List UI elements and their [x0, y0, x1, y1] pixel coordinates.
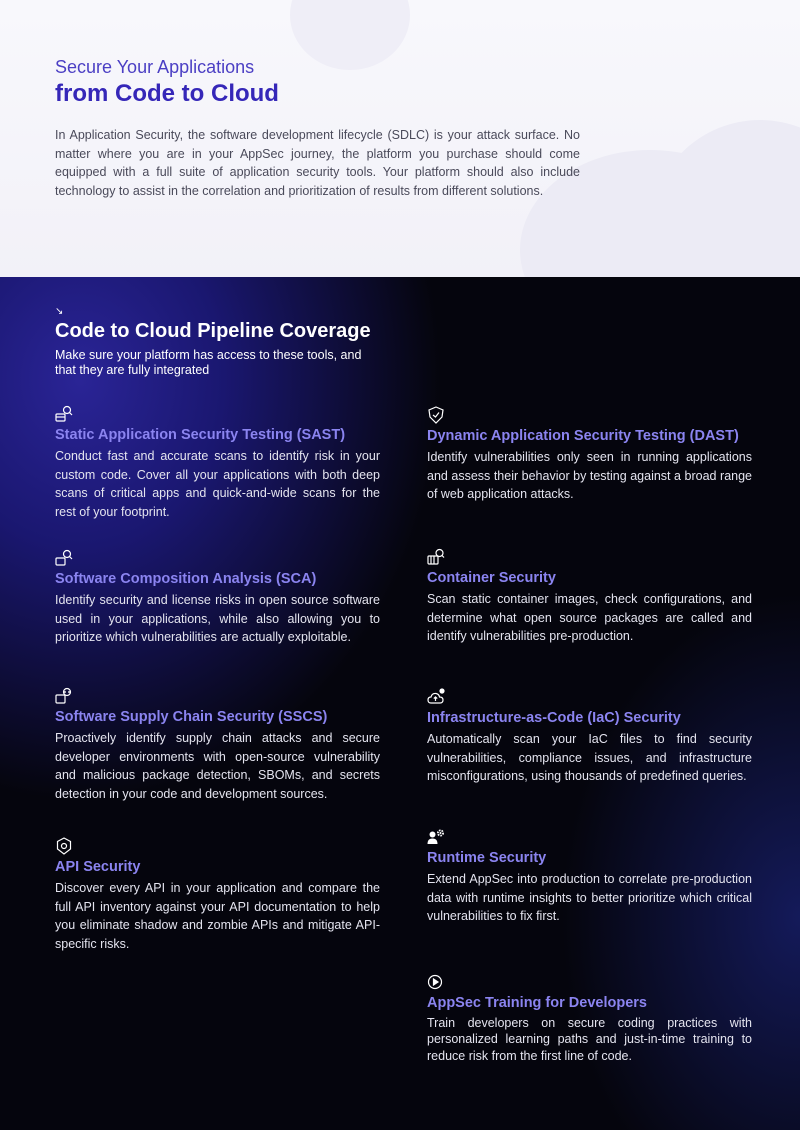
search-icon — [55, 549, 73, 567]
feature-title: API Security — [55, 859, 141, 875]
section-title: Code to Cloud Pipeline Coverage — [55, 320, 371, 342]
feature-title: Infrastructure-as-Code (IaC) Security — [427, 710, 681, 726]
feature-sscs — [55, 687, 380, 803]
cloud-decoration — [290, 0, 410, 70]
feature-iac — [427, 688, 752, 786]
cloud-decoration — [650, 120, 800, 277]
feature-body: Scan static container images, check configurations, and determine what open source packages are called and identify vulnerabilities pre-production. — [427, 592, 752, 644]
container-icon — [427, 548, 445, 566]
feature-body: Identify vulnerabilities only seen in running applications and assess their behavior by testing against a broad range of web application attacks. — [427, 450, 752, 502]
feature-api — [55, 837, 380, 953]
feature-sca — [55, 549, 380, 647]
feature-body: Conduct fast and accurate scans to identify risk in your custom code. Cover all your applications with both deep scans of critical apps and quick-and-wide scans for the rest of your footprint. — [55, 449, 380, 519]
feature-body: Proactively identify supply chain attacks and secure developer environments with open-source vulnerability and malicious package detection, SBOMs, and secrets detection in your code and development sources. — [55, 731, 380, 801]
code-search-icon — [55, 405, 73, 423]
feature-title: Container Security — [427, 570, 556, 586]
shield-icon — [427, 406, 445, 424]
play-icon — [427, 973, 445, 991]
cloud-upload-icon — [427, 688, 445, 706]
arrow-icon: ↘ — [55, 306, 64, 317]
feature-title: Software Supply Chain Security (SSCS) — [55, 709, 328, 725]
feature-body: Discover every API in your application and compare the full API inventory against your API documentation to help you eliminate shadow and zombie APIs and mitigate API-specific risks. — [55, 881, 380, 951]
feature-body: Automatically scan your IaC files to find security vulnerabilities, compliance issues, and infrastructure misconfigurations, using thousands of predefined queries. — [427, 732, 752, 784]
hero-intro: In Application Security, the software development lifecycle (SDLC) is your attack surface. No matter where you are in your AppSec journey, the platform you purchase should come equipped with a full suite of application security tools. Your platform should also include technology to assist in the correlation and prioritization of results from different solutions. — [55, 128, 580, 199]
section-subtitle: Make sure your platform has access to these tools, and that they are fully integrated — [55, 348, 362, 377]
feature-container — [427, 548, 752, 646]
user-gear-icon — [427, 828, 445, 846]
feature-title: Dynamic Application Security Testing (DAST) — [427, 428, 739, 444]
feature-training — [427, 973, 752, 1064]
feature-body: Train developers on secure coding practices with personalized learning paths and just-in-time training to reduce risk from the first line of code. — [427, 1016, 752, 1063]
feature-dast — [427, 406, 752, 504]
feature-title: Static Application Security Testing (SAST) — [55, 427, 346, 443]
feature-title: Runtime Security — [427, 850, 547, 866]
feature-title: AppSec Training for Developers — [427, 995, 647, 1011]
feature-body: Extend AppSec into production to correlate pre-production data with runtime insights to better prioritize which critical vulnerabilities to fix first. — [427, 872, 752, 924]
hero-headline: from Code to Cloud — [55, 80, 279, 107]
feature-runtime — [427, 828, 752, 926]
gear-shield-icon — [55, 837, 73, 855]
feature-body: Identify security and license risks in open source software used in your applications, while also allowing you to prioritize which vulnerabilities are actually exploitable. — [55, 593, 380, 645]
supply-chain-icon — [55, 687, 73, 705]
feature-sast — [55, 405, 380, 521]
feature-title: Software Composition Analysis (SCA) — [55, 571, 317, 587]
hero-kicker: Secure Your Applications — [55, 57, 255, 77]
